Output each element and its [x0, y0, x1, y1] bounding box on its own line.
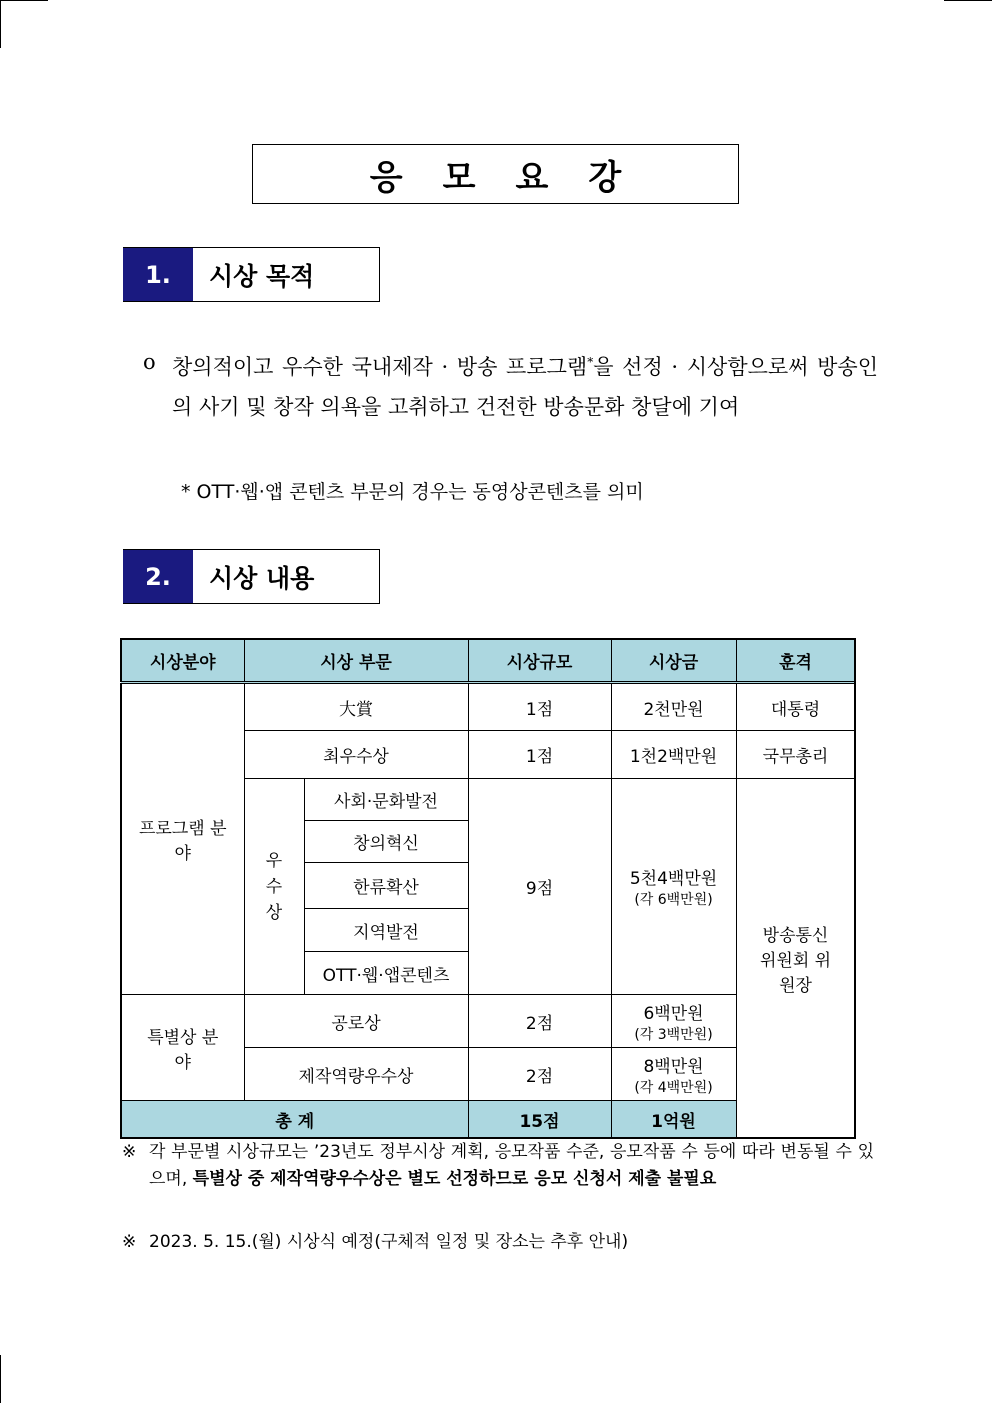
- award-prize: 8백만원: [643, 1056, 704, 1077]
- award-prize-each: (각 3백만원): [634, 1026, 713, 1043]
- award-name: 공로상: [244, 995, 468, 1048]
- award-prize: 2천만원: [611, 683, 736, 731]
- note-text: 각 부문별 시상규모는 ’23년도 정부시상 계획, 응모작품 수준, 응모작품 수 등에 따라 변동될 수 있으며,: [149, 1142, 874, 1189]
- award-prize-cell: [611, 779, 736, 995]
- note-text-bold: 특별상 중 제작역량우수상은 별도 선정하므로 응모 신청서 제출 불필요: [192, 1169, 717, 1189]
- award-name: 창의혁신: [304, 821, 468, 863]
- page-title-text: 응모요강: [369, 157, 662, 198]
- total-count: 15점: [468, 1101, 611, 1139]
- bullet-mark: o: [143, 350, 156, 374]
- note: [122, 1139, 874, 1193]
- award-name: 사회·문화발전: [304, 779, 468, 821]
- footnote: * OTT·웹·앱 콘텐츠 부문의 경우는 동영상콘텐츠를 의미: [181, 481, 644, 503]
- total-prize: 1억원: [611, 1101, 736, 1139]
- table-header: 훈격: [736, 639, 855, 683]
- award-prize-each: (각 4백만원): [634, 1079, 713, 1096]
- award-honor: 대통령: [736, 683, 855, 731]
- purpose-text: 창의적이고 우수한 국내제작 · 방송 프로그램: [172, 355, 588, 379]
- award-table: [120, 638, 856, 1139]
- award-name: 지역발전: [304, 909, 468, 952]
- section-heading-content: [123, 549, 380, 604]
- award-name: 大賞: [244, 683, 468, 731]
- table-header: 시상 부문: [244, 639, 468, 683]
- award-count: 2점: [468, 995, 611, 1048]
- section-heading-purpose: [123, 247, 380, 302]
- footnote-marker: *: [587, 355, 594, 369]
- section-number: 2.: [123, 550, 193, 603]
- note: [122, 1229, 874, 1256]
- section-label: 시상 목적: [209, 261, 315, 291]
- award-count: 1점: [468, 683, 611, 731]
- award-count: 9점: [468, 779, 611, 995]
- crop-mark: [0, 1355, 1, 1403]
- table-row: [121, 683, 855, 731]
- award-count: 2점: [468, 1048, 611, 1101]
- table-header-row: [121, 639, 855, 683]
- note-mark: ※: [122, 1232, 137, 1252]
- award-prize: 5천4백만원: [629, 869, 718, 889]
- field-cell: 프로그램 분야: [121, 683, 244, 995]
- award-honor: 방송통신 위원회 위원장: [736, 779, 855, 1139]
- award-name: 한류확산: [304, 863, 468, 909]
- award-prize: 6백만원: [643, 1003, 704, 1024]
- table-header: 시상금: [611, 639, 736, 683]
- award-prize: 1천2백만원: [611, 731, 736, 779]
- note-mark: ※: [122, 1142, 137, 1162]
- award-prize-cell: [611, 1048, 736, 1101]
- excellence-label: 우 수 상: [244, 779, 304, 995]
- award-prize-cell: [611, 995, 736, 1048]
- page-title: [252, 144, 739, 204]
- award-count: 1점: [468, 731, 611, 779]
- crop-mark: [944, 0, 992, 1]
- award-name: OTT·웹·앱콘텐츠: [304, 952, 468, 995]
- award-honor: 국무총리: [736, 731, 855, 779]
- purpose-text-cont: 을 선정 · 시상함으로써 방송인의 사기 및 창작 의욕을 고취하고 건전한 방송문화 창달에 기여: [172, 355, 879, 419]
- section-number: 1.: [123, 248, 193, 301]
- table-header: 시상분야: [121, 639, 244, 683]
- table-header: 시상규모: [468, 639, 611, 683]
- award-prize-each: (각 6백만원): [634, 892, 713, 908]
- field-cell: 특별상 분야: [121, 995, 244, 1101]
- section-label: 시상 내용: [209, 563, 315, 593]
- purpose-paragraph: [143, 342, 878, 427]
- crop-mark: [0, 0, 1, 48]
- crop-mark: [0, 0, 48, 1]
- total-label: 총 계: [121, 1101, 468, 1139]
- note-text: 2023. 5. 15.(월) 시상식 예정(구체적 일정 및 장소는 추후 안내): [149, 1232, 629, 1252]
- award-name: 최우수상: [244, 731, 468, 779]
- award-name: 제작역량우수상: [244, 1048, 468, 1101]
